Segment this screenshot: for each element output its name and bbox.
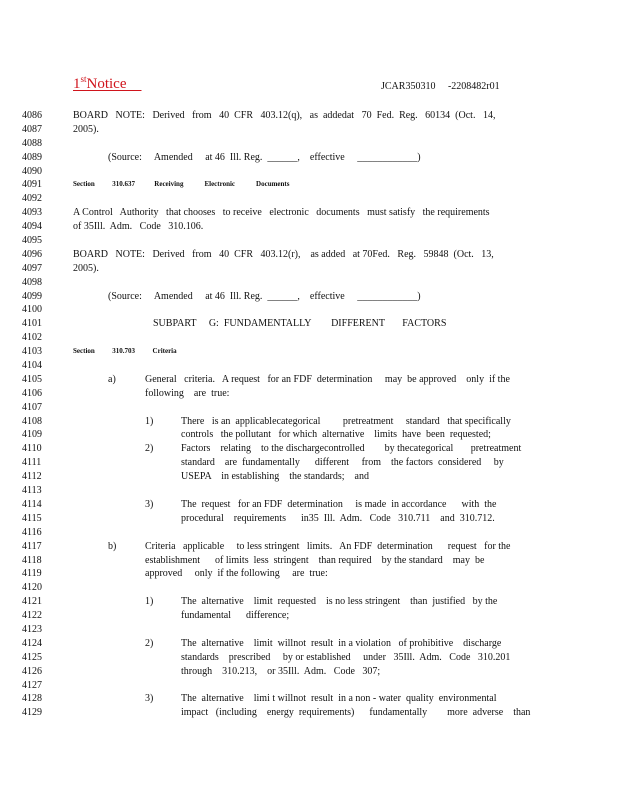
line-number: 4104 — [22, 360, 42, 372]
item-line: controls the pollutant for which alternative limits have been requested; — [181, 429, 491, 441]
line-number: 4100 — [22, 304, 42, 316]
subsection-line: establishment of limits less stringent than required by the standard may be — [145, 554, 485, 566]
subsection-marker: b) — [108, 540, 117, 552]
line-number: 4086 — [22, 110, 42, 121]
line-number: 4119 — [22, 568, 42, 580]
line-number: 4092 — [22, 193, 42, 205]
item-line: USEPA in establishing the standards; and — [181, 471, 369, 483]
item-line: 2) The alternative limit willnot result in a violation of prohibitive discharge — [145, 637, 502, 649]
line-number: 4106 — [22, 387, 42, 399]
line-number: 4128 — [22, 693, 42, 705]
item-marker: 1) — [145, 596, 154, 608]
section-label: Section — [73, 347, 95, 356]
section-heading — [73, 178, 543, 192]
subsection-line: a) General criteria. A request for an FDF determination may be approved only if the — [108, 373, 510, 385]
line-number: 4095 — [22, 235, 42, 247]
line-number: 4098 — [22, 276, 42, 288]
item-marker: 1) — [145, 415, 154, 427]
blank-line — [73, 526, 543, 540]
line-number: 4107 — [22, 401, 42, 413]
line-number: 4114 — [22, 498, 42, 510]
section-number: 310.637 — [112, 180, 136, 189]
line-number-column — [22, 109, 56, 720]
blank-line — [73, 303, 543, 317]
section-title-word: Receiving — [154, 180, 184, 189]
subpart-heading: SUBPART G: FUNDAMENTALLY DIFFERENT FACTORS — [153, 318, 447, 330]
item-line: 1) There is an applicablecategorical pretreatment standard that specifically — [145, 415, 511, 427]
item-marker: 3) — [145, 498, 154, 510]
blank-line — [73, 165, 543, 179]
line-number: 4109 — [22, 429, 42, 441]
line-number: 4126 — [22, 665, 42, 677]
line-number: 4110 — [22, 443, 42, 455]
blank-line — [73, 276, 543, 290]
blank-line — [73, 359, 543, 373]
line-number: 4117 — [22, 540, 42, 552]
section-title-word: Documents — [256, 180, 290, 189]
blank-line — [73, 137, 543, 151]
item-line: 3) The request for an FDF determination is made in accordance with the — [145, 498, 497, 510]
line-number: 4122 — [22, 610, 42, 622]
line-number: 4129 — [22, 707, 42, 719]
item-line: 2) Factors relating to the dischargecontrolled by thecategorical pretreatment — [145, 443, 522, 455]
section-title-word: Electronic — [204, 180, 236, 189]
line-number: 4103 — [22, 346, 42, 358]
line-number: 4099 — [22, 290, 42, 302]
section-heading — [73, 345, 543, 359]
board-note-line: 2005). — [73, 123, 99, 135]
line-number: 4093 — [22, 207, 42, 219]
line-number: 4090 — [22, 165, 42, 177]
line-number: 4112 — [22, 471, 42, 483]
item-line: 3) The alternative limi t willnot result in a non - water quality environmental — [145, 693, 497, 705]
line-number: 4118 — [22, 554, 42, 566]
line-number: 4097 — [22, 262, 42, 274]
line-number: 4121 — [22, 596, 42, 608]
line-number: 4125 — [22, 651, 42, 663]
line-number: 4113 — [22, 485, 42, 497]
blank-line — [73, 581, 543, 595]
item-marker: 2) — [145, 637, 154, 649]
source-note: (Source: Amended at 46 Ill. Reg. ______, effective ____________) — [108, 290, 421, 302]
line-number: 4111 — [22, 457, 42, 469]
item-line: 1) The alternative limit requested is no less stringent than justified by the — [145, 596, 498, 608]
board-note-line: BOARD NOTE: Derived from 40 CFR 403.12(q), as addedat 70 Fed. Reg. 60134 (Oct. 14, — [73, 110, 496, 121]
blank-line — [73, 331, 543, 345]
item-line: standard are fundamentally different from the factors considered by — [181, 457, 504, 469]
line-number: 4124 — [22, 637, 42, 649]
document-id: JCAR350310 -2208482r01 — [381, 81, 500, 92]
paragraph-line: A Control Authority that chooses to receive electronic documents must satisfy the requirements — [73, 207, 490, 219]
line-number: 4087 — [22, 123, 42, 135]
blank-line — [73, 679, 543, 693]
line-number: 4105 — [22, 373, 42, 385]
blank-line — [73, 234, 543, 248]
line-number: 4091 — [22, 179, 42, 191]
line-number: 4096 — [22, 248, 42, 260]
line-number: 4115 — [22, 512, 42, 524]
line-number: 4120 — [22, 582, 42, 594]
subsection-marker: a) — [108, 373, 116, 385]
board-note-line: 2005). — [73, 262, 99, 274]
blank-line — [73, 401, 543, 415]
line-number: 4088 — [22, 137, 42, 149]
item-marker: 3) — [145, 693, 154, 705]
blank-line — [73, 623, 543, 637]
source-note: (Source: Amended at 46 Ill. Reg. ______, effective ____________) — [108, 151, 421, 163]
item-line: standards prescribed by or established under 35Ill. Adm. Code 310.201 — [181, 651, 511, 663]
document-body — [73, 109, 543, 720]
item-line: impact (including energy requirements) fundamentally more adverse than — [181, 707, 531, 719]
subsection-line: approved only if the following are true: — [145, 568, 328, 580]
item-line: procedural requirements in35 Ill. Adm. Code 310.711 and 310.712. — [181, 512, 495, 524]
line-number: 4127 — [22, 679, 42, 691]
line-number: 4102 — [22, 332, 42, 344]
line-number: 4101 — [22, 318, 42, 330]
board-note-line: BOARD NOTE: Derived from 40 CFR 403.12(r), as added at 70Fed. Reg. 59848 (Oct. 13, — [73, 248, 494, 260]
section-label: Section — [73, 180, 95, 189]
item-line: through 310.213, or 35Ill. Adm. Code 307; — [181, 665, 381, 677]
line-number: 4123 — [22, 623, 42, 635]
item-line: fundamental difference; — [181, 610, 290, 622]
notice-header: 1stNotice — [73, 74, 127, 92]
line-number: 4089 — [22, 151, 42, 163]
subsection-line: following are true: — [145, 387, 230, 399]
line-number: 4094 — [22, 221, 42, 233]
line-number: 4116 — [22, 526, 42, 538]
item-marker: 2) — [145, 443, 154, 455]
section-number: 310.703 — [112, 347, 136, 356]
blank-line — [73, 192, 543, 206]
section-title-word: Criteria — [152, 347, 177, 356]
subsection-line: b) Criteria applicable to less stringent limits. An FDF determination request for the — [108, 540, 511, 552]
blank-line — [73, 484, 543, 498]
line-number: 4108 — [22, 415, 42, 427]
paragraph-line: of 35Ill. Adm. Code 310.106. — [73, 221, 204, 233]
